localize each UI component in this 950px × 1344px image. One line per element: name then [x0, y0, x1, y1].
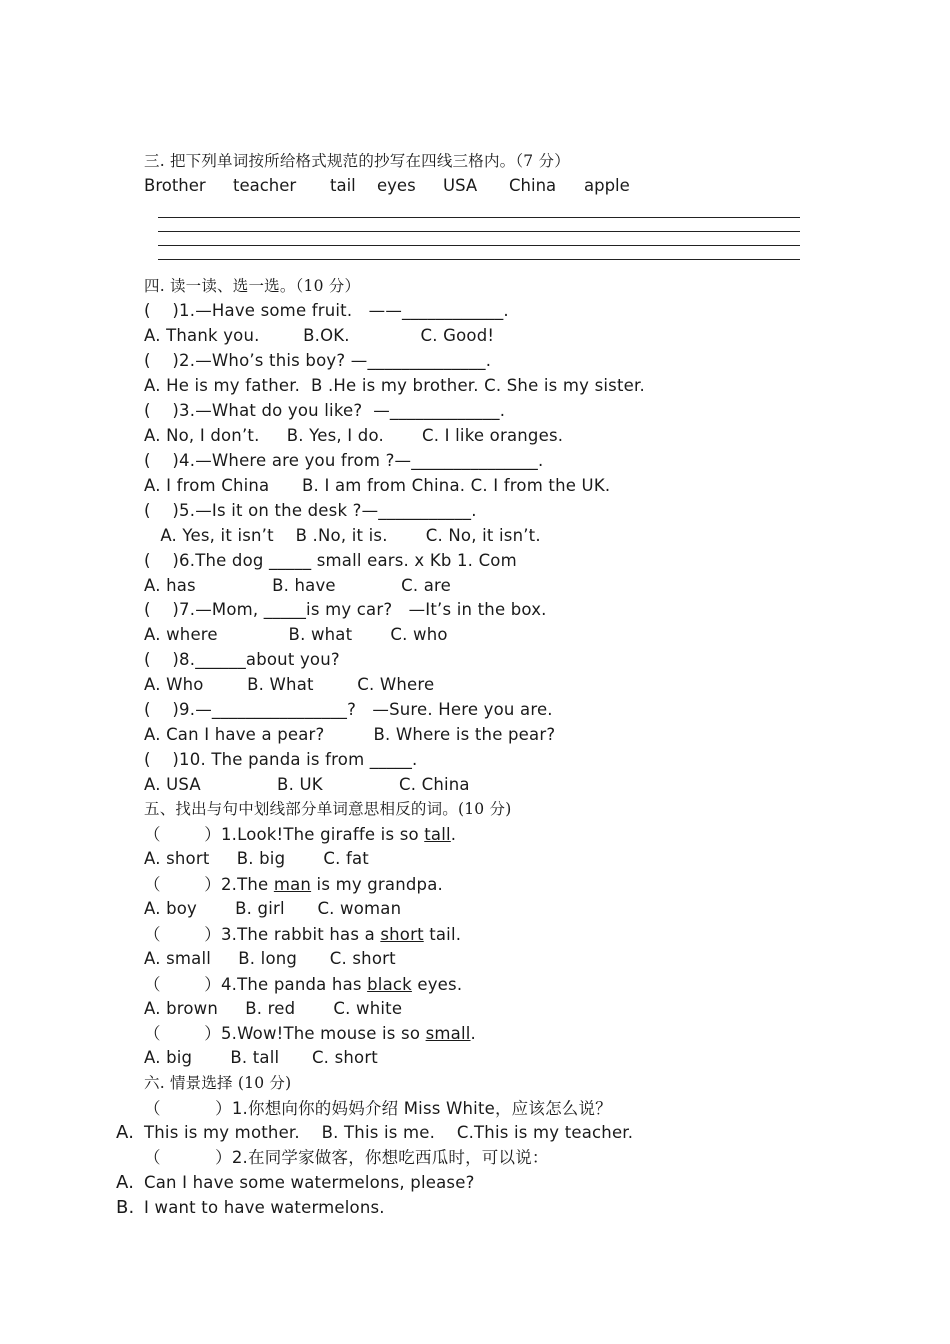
- question-text: （ ）2.The: [144, 875, 274, 894]
- underlined-word: short: [380, 925, 424, 944]
- options-line: A. No, I don’t. B. Yes, I do. C. I like oranges.: [144, 426, 564, 445]
- copy-word: teacher: [233, 176, 297, 195]
- question-line: ( )7.—Mom, _____is my car? —It’s in the box.: [144, 600, 547, 619]
- question-text: （ ）3.The rabbit has a: [144, 925, 381, 944]
- underlined-word: man: [273, 875, 312, 894]
- section6-heading: 六. 情景选择 (10 分): [144, 1074, 292, 1092]
- options-line: A. He is my father. B .He is my brother. C. She is my sister.: [144, 376, 645, 395]
- question-line: [144, 924, 461, 946]
- grid-line: [158, 231, 800, 232]
- options-line: A. small B. long C. short: [144, 949, 396, 968]
- question-text: （ ）5.Wow!The mouse is so: [144, 1024, 426, 1043]
- options-line: A. Thank you. B.OK. C. Good!: [144, 326, 495, 345]
- question-line: （ ）1.你想向你的妈妈介绍 Miss White，应该怎么说？: [144, 1099, 612, 1118]
- question-text: .: [450, 825, 457, 844]
- option-marker: B.: [116, 1197, 135, 1218]
- options-line: A. brown B. red C. white: [144, 999, 403, 1018]
- question-line: ( )1.—Have some fruit. ——____________.: [144, 301, 509, 320]
- underlined-word: black: [367, 975, 412, 994]
- question-line: [144, 1023, 476, 1045]
- underlined-word: small: [425, 1024, 471, 1043]
- question-line: ( )9.—________________? —Sure. Here you are.: [144, 700, 553, 719]
- options-line: A. where B. what C. who: [144, 625, 448, 644]
- options-line: A. short B. big C. fat: [144, 849, 369, 868]
- grid-line: [158, 245, 800, 246]
- question-line: （ ）2.在同学家做客，你想吃西瓜时，可以说：: [144, 1148, 549, 1167]
- options-line: A. Can I have a pear? B. Where is the pear?: [144, 725, 556, 744]
- options-line: A. I from China B. I am from China. C. I from the UK.: [144, 476, 611, 495]
- options-line: A. Who B. What C. Where: [144, 675, 435, 694]
- option-line: [116, 1197, 385, 1219]
- question-line: ( )5.—Is it on the desk ?—___________.: [144, 501, 477, 520]
- copy-word: tail: [330, 176, 356, 195]
- section4-heading: 四. 读一读、选一选。（10 分）: [144, 277, 361, 295]
- section5-heading: 五、找出与句中划线部分单词意思相反的词。(10 分): [144, 800, 512, 818]
- option-text: This is my mother. B. This is me. C.This is my teacher.: [144, 1123, 634, 1142]
- options-line: A. has B. have C. are: [144, 576, 452, 595]
- grid-line: [158, 217, 800, 218]
- option-line: [116, 1172, 475, 1194]
- options-line: A. Yes, it isn’t B .No, it is. C. No, it isn’t.: [144, 526, 541, 545]
- question-line: [144, 974, 462, 996]
- question-line: ( )10. The panda is from _____.: [144, 750, 418, 769]
- options-line: A. big B. tall C. short: [144, 1048, 378, 1067]
- question-text: .: [470, 1024, 476, 1043]
- question-text: eyes.: [411, 975, 463, 994]
- options-line: [116, 1122, 633, 1144]
- copy-word: Brother: [144, 176, 206, 195]
- grid-line: [158, 259, 800, 260]
- question-line: ( )3.—What do you like? —_____________.: [144, 401, 506, 420]
- question-text: （ ）4.The panda has: [144, 975, 368, 994]
- question-text: is my grandpa.: [311, 875, 443, 894]
- copy-word: China: [509, 176, 557, 195]
- question-text: （ ）1.Look!The giraffe is so: [144, 825, 425, 844]
- question-line: ( )6.The dog _____ small ears. x Kb 1. Com: [144, 551, 517, 570]
- question-line: [144, 874, 443, 896]
- underlined-word: tall: [424, 825, 451, 844]
- section3-heading: 三. 把下列单词按所给格式规范的抄写在四线三格内。（7 分）: [144, 152, 570, 170]
- question-line: ( )4.—Where are you from ?—_______________.: [144, 451, 544, 470]
- question-line: [144, 824, 456, 846]
- copy-word: USA: [443, 176, 478, 195]
- question-text: tail.: [423, 925, 462, 944]
- question-line: ( )8.______about you?: [144, 650, 340, 669]
- copy-word: eyes: [377, 176, 416, 195]
- option-text: I want to have watermelons.: [144, 1198, 385, 1217]
- option-marker: A.: [116, 1122, 135, 1143]
- options-line: A. USA B. UK C. China: [144, 775, 470, 794]
- options-line: A. boy B. girl C. woman: [144, 899, 402, 918]
- question-line: ( )2.—Who’s this boy? —______________.: [144, 351, 492, 370]
- copy-word: apple: [584, 176, 630, 195]
- option-text: Can I have some watermelons, please?: [144, 1173, 475, 1192]
- option-marker: A.: [116, 1172, 135, 1193]
